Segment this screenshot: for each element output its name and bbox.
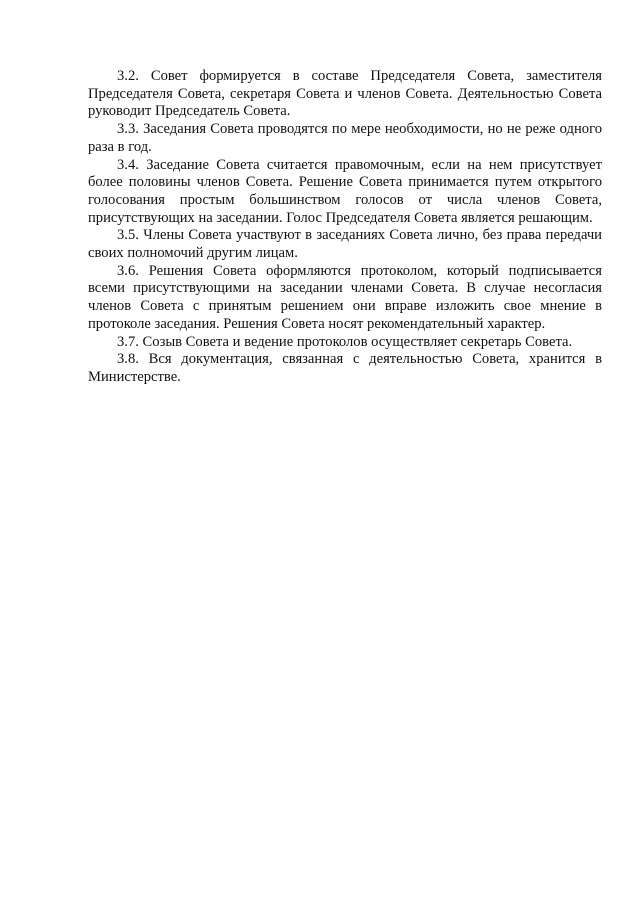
document-page	[88, 68, 602, 387]
paragraph-3-3: 3.3. Заседания Совета проводятся по мере необходимости, но не реже одного раза в год.	[88, 121, 602, 155]
paragraph-3-8: 3.8. Вся документация, связанная с деятельностью Совета, хранится в Министерстве.	[88, 351, 602, 385]
paragraph-3-2: 3.2. Совет формируется в составе Председателя Совета, заместителя Председателя Совета, секретаря Совета и членов Совета. Деятельностью Совета руководит Председатель Совета.	[88, 68, 602, 120]
paragraph-3-4: 3.4. Заседание Совета считается правомочным, если на нем присутствует более половины членов Совета. Решение Совета принимается путем открытого голосования простым большинством голосов от числа членов Совета, присутствующих на заседании. Голос Председателя Совета является решающим.	[88, 156, 602, 226]
paragraph-3-7: 3.7. Созыв Совета и ведение протоколов осуществляет секретарь Совета.	[117, 333, 573, 350]
paragraph-3-5: 3.5. Члены Совета участвуют в заседаниях Совета лично, без права передачи своих полномочий другим лицам.	[88, 227, 602, 262]
paragraph-3-6: 3.6. Решения Совета оформляются протоколом, который подписывается всеми присутствующими на заседании членами Совета. В случае несогласия членов Совета с принятым решением они вправе изложить свое мнение в протоколе заседания. Решения Совета носят рекомендательный характер.	[88, 262, 602, 332]
